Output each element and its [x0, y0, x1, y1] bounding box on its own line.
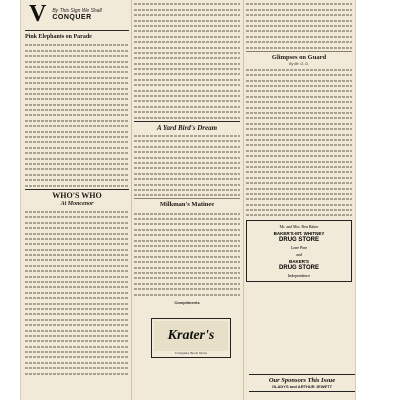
article-body [134, 213, 240, 296]
article-body [25, 211, 129, 375]
article-body [25, 44, 129, 186]
sponsors-title: Our Sponsors This Issue [268, 377, 336, 384]
ad-line: Independence [287, 273, 311, 279]
divider [25, 189, 129, 190]
kraters-ad-banner [154, 321, 228, 351]
drug-store-ad [246, 220, 352, 282]
ad-line: BAKER'S [288, 259, 310, 265]
article-body [246, 69, 352, 217]
ad-line: DRUG STORE [279, 237, 319, 244]
column-left [25, 0, 129, 400]
kraters-name: Krater's [167, 328, 215, 343]
divider [246, 51, 352, 52]
article-body [134, 3, 240, 118]
kraters-subtitle: Complete Book Store [174, 351, 208, 355]
compliments-label: Compliments [174, 299, 200, 305]
article-body [134, 135, 240, 196]
divider [134, 198, 240, 199]
divider [25, 30, 129, 31]
masthead-slogan [52, 8, 101, 21]
ad-line: and [296, 252, 302, 258]
ad-line: Lone Pine [290, 245, 308, 251]
divider [134, 121, 240, 122]
slogan-line2: CONQUER [52, 13, 92, 21]
column-right [246, 0, 352, 400]
article-byline: By Mr. G. D. [289, 61, 309, 66]
column-rule [131, 0, 132, 400]
column-rule [243, 0, 244, 400]
article-title-glimpses: Glimpses on Guard [271, 53, 327, 61]
sponsors-box [249, 374, 355, 392]
newspaper-page [20, 0, 356, 400]
ad-line: Mr. and Mrs. Ben Baker [279, 224, 319, 230]
article-subtitle-whos-who: At Moncenor [60, 200, 94, 207]
slogan-line1: By This Sign We Shall [52, 7, 102, 14]
masthead [25, 0, 129, 28]
article-title-pink-elephants: Pink Elephants on Parade [25, 34, 92, 40]
article-title-milkman: Milkman's Matinee [159, 201, 215, 209]
ad-line: BAKER'S-MT. WHITNEY [273, 231, 325, 237]
article-body [246, 3, 352, 48]
article-title-bird-dream: A Yard Bird's Dream [156, 123, 218, 132]
kraters-ad [151, 318, 231, 358]
article-title-whos-who: WHO'S WHO [52, 190, 102, 200]
ad-line: DRUG STORE [279, 265, 319, 272]
sponsors-names: GLADYS and ARTHUR JEWETT [271, 384, 333, 389]
masthead-letter: V [29, 1, 47, 27]
